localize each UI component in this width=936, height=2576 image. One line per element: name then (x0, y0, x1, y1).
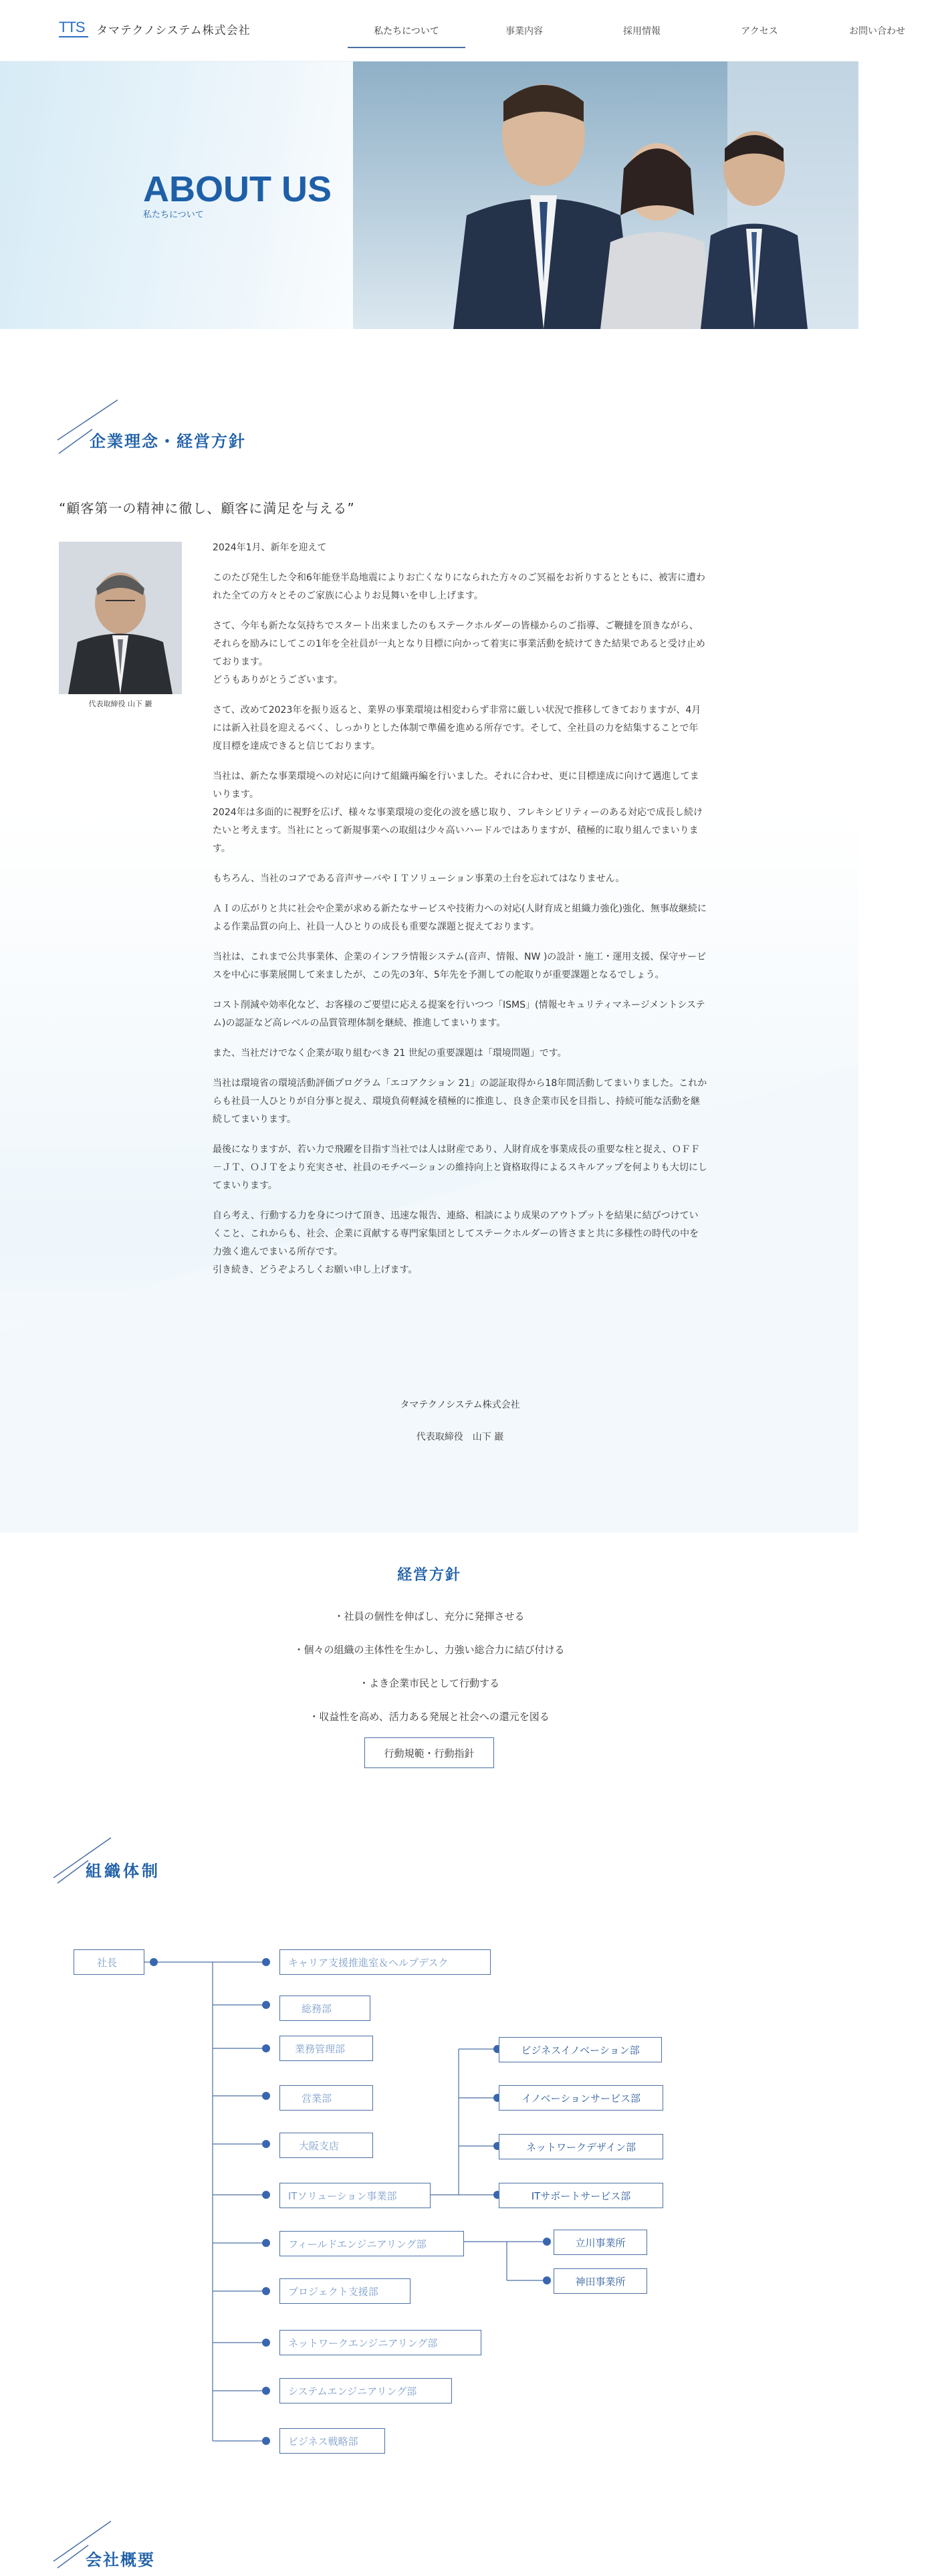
message-paragraph: さて、今年も新たな気持ちでスタート出来ましたのもステークホルダーの皆様からのご指導、ご鞭撻を頂きながら、それらを励みにしてこの1年を全社員が一丸となり目標に向かって着実に事業活動を続けてきた結果であると受け止めております。 どうもありがとうございます。 (213, 621, 705, 685)
message-paragraph: 当社は、新たな事業環境への対応に向けて組織再編を行いました。それに合わせ、更に目標達成に向けて邁進してまいります。 2024年は多面的に視野を広げ、様々な事業環境の変化の波を感じ取り、フレキシビリティーのある対応で成長し続けたいと考えます。当社にとって新規事業への取組は少々高いハードルではありますが、積極的に取り組んでまいります。 (213, 771, 703, 854)
sign-name: 代表取締役 山下 巖 (416, 1432, 504, 1442)
policy-item: ・収益性を高め、活力ある発展と社会への還元を図る (309, 1711, 550, 1723)
message-paragraph: また、当社だけでなく企業が取り組むべき 21 世紀の重要課題は「環境問題」です。 (213, 1048, 567, 1059)
page-title: ABOUT US (143, 169, 332, 209)
org-dept: ITソリューション事業部 (279, 2183, 431, 2208)
org-dept: キャリア支援推進室＆ヘルプデスク (279, 1949, 491, 1975)
org-dept: 総務部 (279, 1996, 370, 2021)
logo-mark: TTS (59, 20, 88, 37)
org-it-sub: ビジネスイノベーション部 (499, 2037, 662, 2062)
company-name: タマテクノシステム株式会社 (96, 23, 251, 37)
business-people-photo (353, 62, 858, 329)
policy-item: ・よき企業市民として行動する (358, 1677, 499, 1689)
nav-recruit[interactable]: 採用情報 (623, 26, 661, 37)
ceo-photo (59, 542, 182, 694)
company-heading (57, 2514, 325, 2576)
page-subtitle: 私たちについて (143, 210, 204, 220)
hero-photo (353, 62, 858, 329)
nav-access[interactable]: アクセス (741, 26, 778, 37)
ceo-message (213, 539, 707, 1291)
message-paragraph: このたび発生した令和6年能登半島地震によりお亡くなりになられた方々のご冥福をお祈りするとともに、被害に遭われた全ての方々とそのご家族に心よりお見舞いを申し上げます。 (213, 572, 705, 601)
message-paragraph: ＡＩの広がりと共に社会や企業が求める新たなサービスや技術力への対応(人財育成と組織力強化)強化、無事故継続による作業品質の向上、社員一人ひとりの成長も重要な課題と捉えております。 (213, 903, 707, 932)
nav-about[interactable]: 私たちについて (348, 0, 465, 62)
section-title: 企業理念・経営方針 (90, 432, 246, 451)
org-it-sub: ネットワークデザイン部 (499, 2134, 663, 2159)
hero (0, 62, 858, 329)
message-paragraph: コスト削減や効率化など、お客様のご要望に応える提案を行いつつ「ISMS」(情報セキュリティマネージメントシステム)の認証など高レベルの品質管理体制を継続、推進してまいります。 (213, 1000, 705, 1029)
org-dept: プロジェクト支援部 (279, 2278, 411, 2304)
section-title: 組織体制 (86, 1862, 160, 1881)
org-dept: 業務管理部 (279, 2036, 373, 2061)
nav-business[interactable]: 事業内容 (505, 26, 543, 37)
policy-item: ・個々の組織の主体性を生かし、力強い総合力に結び付ける (294, 1644, 565, 1656)
policy-title: 経営方針 (396, 1567, 461, 1584)
message-paragraph: さて、改めて2023年を振り返ると、業界の事業環境は相変わらず非常に厳しい状況で推移してきておりますが、4月には新入社員を迎えるべく、しっかりとした体制で準備を進める所存です。そして、全社員の力を結集することで年度目標を達成できると信じております。 (213, 705, 701, 752)
org-heading (57, 1830, 325, 1890)
org-field-sub: 神田事業所 (554, 2268, 647, 2294)
main-nav (348, 0, 936, 62)
org-it-sub: イノベーションサービス部 (499, 2085, 663, 2111)
site-header (0, 0, 905, 62)
message-paragraph: 当社は、これまで公共事業体、企業のインフラ情報システム(音声、情報、NW )の設計・施工・運用支援、保守サービスを中心に事業展開して来ましたが、この先の3年、5年先を予測しての舵取りが重要課題となるでしょう。 (213, 952, 707, 980)
org-field-sub: 立川事業所 (554, 2230, 647, 2255)
message-paragraph: もちろん、当社のコアである音声サーバやＩＴソリューション事業の土台を忘れてはなりません。 (213, 873, 625, 884)
message-paragraph: 最後になりますが、若い力で飛躍を目指す当社では人は財産であり、人財育成を事業成長の重要な柱と捉え、ＯＦＦ－ＪＴ、ＯＪＴをより充実させ、社員のモチベーションの維持向上と資格取得によるスキルアップを何よりも大切にしてまいります。 (213, 1144, 707, 1191)
sign-company: タマテクノシステム株式会社 (400, 1400, 520, 1410)
message-paragraph: 2024年1月、新年を迎えて (213, 542, 327, 553)
code-of-conduct-button[interactable]: 行動規範・行動指針 (364, 1737, 494, 1768)
org-it-sub: ITサポートサービス部 (499, 2183, 663, 2208)
message-paragraph: 当社は環境省の環境活動評価プログラム「エコアクション 21」の認証取得から18年間活動してまいりました。これからも社員一人ひとりが自分事と捉え、環境負荷軽減を積極的に推進し、良き企業市民を目指し、持続可能な活動を継続してまいります。 (213, 1078, 707, 1125)
section-title: 会社概要 (86, 2551, 155, 2569)
policy-item: ・社員の個性を伸ばし、充分に発揮させる (334, 1610, 525, 1622)
org-dept: フィールドエンジニアリング部 (279, 2231, 464, 2256)
org-root-president: 社長 (74, 1949, 144, 1975)
org-dept: 営業部 (279, 2085, 373, 2111)
policy-list (0, 1606, 858, 1740)
logo[interactable] (59, 19, 251, 39)
org-dept: 大阪支店 (279, 2133, 373, 2158)
org-dept: ビジネス戦略部 (279, 2428, 385, 2454)
org-dept: ネットワークエンジニアリング部 (279, 2330, 481, 2355)
nav-contact[interactable]: お問い合わせ (849, 26, 905, 37)
message-paragraph: 自ら考え、行動する力を身につけて頂き、迅速な報告、連絡、相談により成果のアウトプットを結果に結びつけていくこと、これからも、社会、企業に貢献する専門家集団としてステークホルダーの皆さまと共に多様性の時代の中を力強く進んでまいる所存です。 引き続き、どうぞよろしくお願い申し上げます。 (213, 1210, 699, 1275)
org-dept: システムエンジニアリング部 (279, 2378, 452, 2403)
ceo-caption: 代表取締役 山下 巖 (88, 700, 152, 708)
philosophy-heading (59, 400, 326, 460)
motto: “顧客第一の精神に徹し、顧客に満足を与える” (59, 500, 355, 516)
